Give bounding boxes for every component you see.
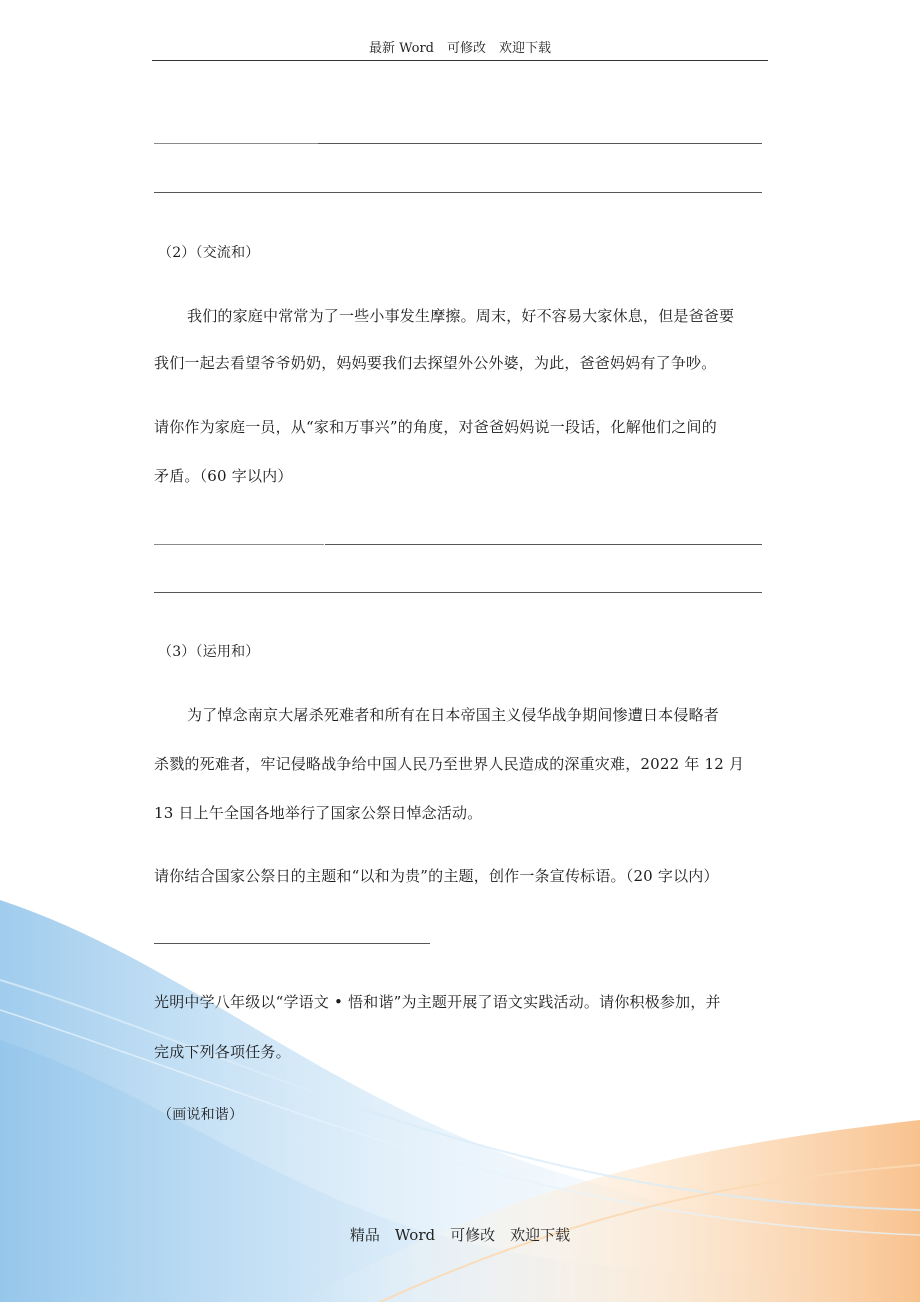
section-3-paragraph-line-2: 杀戮的死难者，牢记侵略战争给中国人民乃至世界人民造成的深重灾难，2022 年 12 月 xyxy=(154,755,745,773)
drawing-section-heading: （画说和谐） xyxy=(158,1107,244,1123)
section-2-task-line-1: 请你作为家庭一员，从“家和万事兴”的角度，对爸爸妈妈说一段话，化解他们之间的 xyxy=(154,418,717,436)
section-2-paragraph-line-2: 我们一起去看望爷爷奶奶，妈妈要我们去探望外公外婆，为此，爸爸妈妈有了争吵。 xyxy=(154,354,717,372)
answer-blank-line xyxy=(325,544,762,545)
section-3-heading: （3）（运用和） xyxy=(158,644,260,660)
section-2-paragraph-line-1: 我们的家庭中常常为了一些小事发生摩擦。周末，好不容易大家休息，但是爸爸要 xyxy=(187,307,735,325)
header-divider xyxy=(152,60,768,61)
page-footer: 精品 Word 可修改 欢迎下载 xyxy=(349,1226,571,1244)
answer-blank-line-short xyxy=(154,544,324,545)
section-2-task-line-2: 矛盾。（60 字以内） xyxy=(154,467,293,485)
answer-blank-line xyxy=(318,143,762,144)
intro-line-2: 完成下列各项任务。 xyxy=(154,1043,291,1061)
answer-blank-line xyxy=(154,592,762,593)
section-2-heading: （2）（交流和） xyxy=(158,245,260,261)
section-3-paragraph-line-3: 13 日上午全国各地举行了国家公祭日悼念活动。 xyxy=(154,804,483,822)
answer-blank-line xyxy=(154,192,762,193)
section-3-task: 请你结合国家公祭日的主题和“以和为贵”的主题，创作一条宣传标语。（20 字以内） xyxy=(154,867,719,885)
answer-blank-line-short xyxy=(154,143,318,144)
answer-blank-line xyxy=(154,943,430,944)
intro-line-1: 光明中学八年级以“学语文 • 悟和谐”为主题开展了语文实践活动。请你积极参加，并 xyxy=(154,993,721,1011)
section-3-paragraph-line-1: 为了悼念南京大屠杀死难者和所有在日本帝国主义侵华战争期间惨遭日本侵略者 xyxy=(187,706,720,724)
page-header: 最新 Word 可修改 欢迎下载 xyxy=(369,41,551,56)
